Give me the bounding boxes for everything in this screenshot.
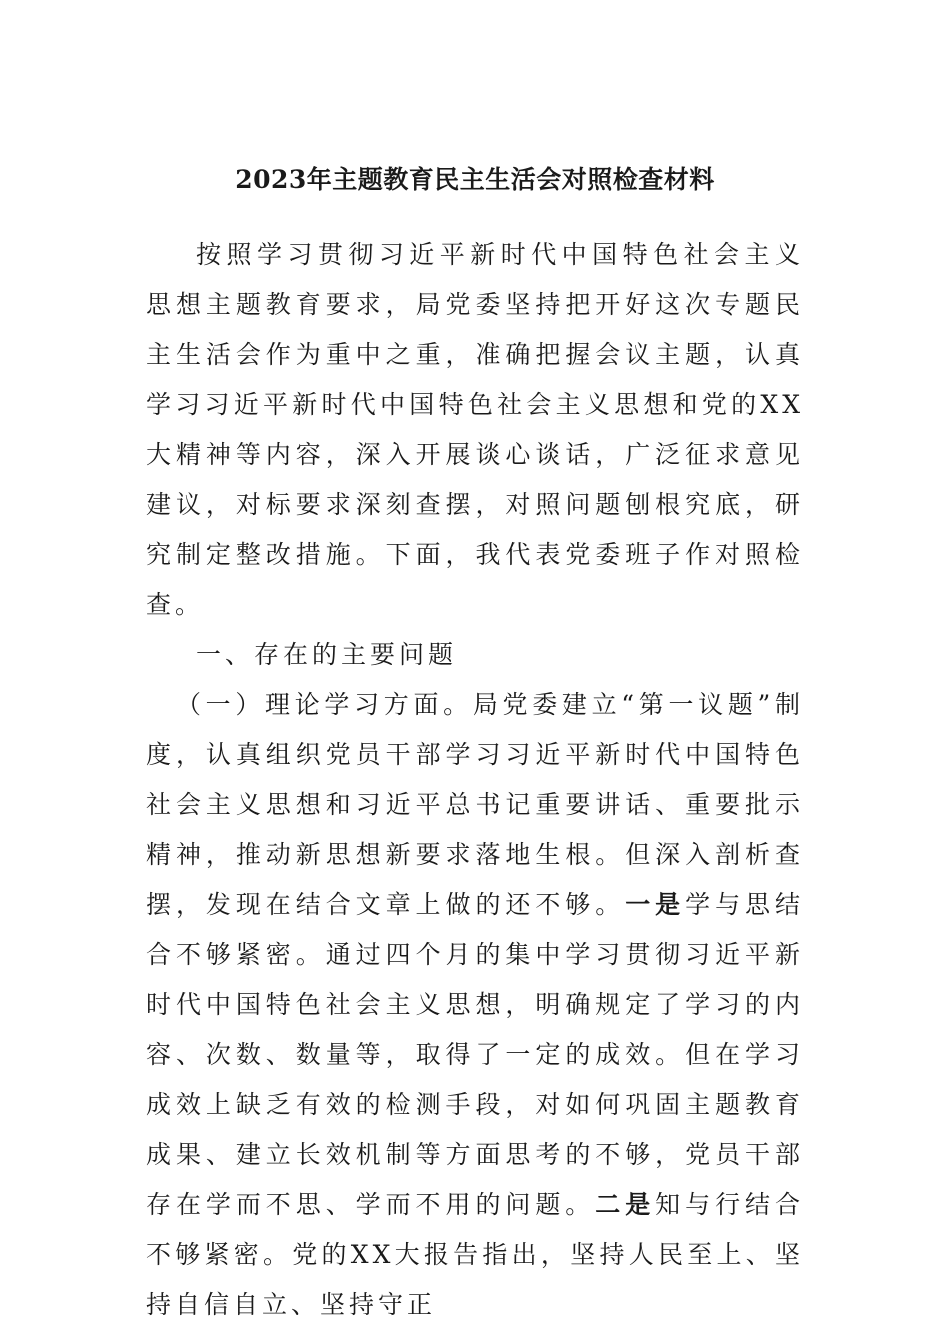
- document-body: [146, 230, 804, 1330]
- point-two-label: 二是: [595, 1190, 656, 1219]
- document-title: 2023年主题教育民主生活会对照检查材料: [235, 165, 715, 194]
- theory-study-lead: （一）理论学习方面。局党委建立“第一议题”制度，认真组织党员干部学习习近平新时代中国特色社会主义思想和习近平总书记重要讲话、重要批示精神，推动新思想新要求落地生根。但深入剖析查摆，发现在结合文章上做的还不够。: [146, 690, 804, 919]
- point-two-text: 知与行结合不够紧密。党的XX大报告指出，坚持人民至上、坚持自信自立、坚持守正: [146, 1190, 804, 1319]
- intro-paragraph: 按照学习贯彻习近平新时代中国特色社会主义思想主题教育要求，局党委坚持把开好这次专题民主生活会作为重中之重，准确把握会议主题，认真学习习近平新时代中国特色社会主义思想和党的XX大精神等内容，深入开展谈心谈话，广泛征求意见建议，对标要求深刻查摆，对照问题刨根究底，研究制定整改措施。下面，我代表党委班子作对照检查。: [146, 240, 804, 619]
- point-one-text: 学与思结合不够紧密。通过四个月的集中学习贯彻习近平新时代中国特色社会主义思想，明确规定了学习的内容、次数、数量等，取得了一定的成效。但在学习成效上缺乏有效的检测手段，对如何巩固主题教育成果、建立长效机制等方面思考的不够，党员干部存在学而不思、学而不用的问题。: [146, 890, 804, 1219]
- section-heading: 一、存在的主要问题: [196, 640, 458, 669]
- theory-study-paragraph: [146, 680, 804, 1330]
- point-one-label: 一是: [625, 890, 686, 919]
